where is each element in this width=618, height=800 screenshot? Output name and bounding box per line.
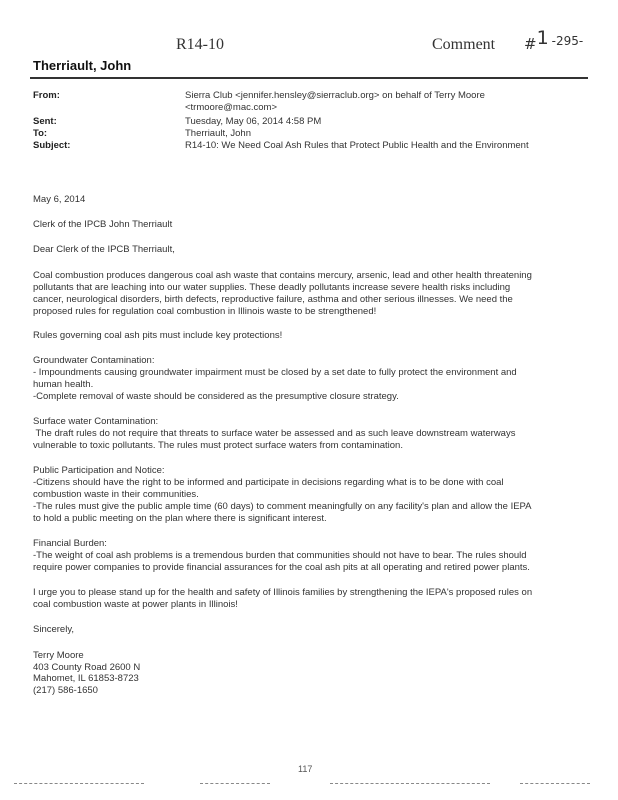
signature-line: Mahomet, IL 61853-8723 [33, 673, 139, 684]
letter-intro [33, 270, 573, 318]
comment-number-prefix: # [524, 35, 537, 53]
plea-line: I urge you to please stand up for the health and safety of Illinois families by strengthening the IEPA's proposed rules on [33, 587, 533, 598]
letter-date: May 6, 2014 [33, 194, 86, 205]
section-line: The draft rules do not require that threats to surface water be assessed and as such leave downstream waterways [33, 428, 516, 439]
scan-artifact [14, 783, 144, 785]
email-header-value: Therriault, John [185, 128, 252, 139]
email-header-value: <trmoore@mac.com> [185, 102, 278, 113]
section-heading: Financial Burden: [33, 538, 107, 549]
email-header-value: R14-10: We Need Coal Ash Rules that Protect Public Health and the Environment [185, 140, 529, 151]
intro-line: cancer, neurological disorders, birth defects, reproductive failure, asthma and other serious illnesses. We need the [33, 294, 513, 305]
email-header-label: Sent: [33, 116, 57, 127]
letter-addressee: Clerk of the IPCB John Therriault [33, 219, 173, 230]
docket-number: R14-10 [176, 36, 224, 53]
signature-line: Terry Moore [33, 650, 84, 661]
intro-line: Coal combustion produces dangerous coal ash waste that contains mercury, arsenic, lead and other health threatening [33, 270, 532, 281]
email-header-label: To: [33, 128, 48, 139]
signature-line: 403 County Road 2600 N [33, 661, 141, 673]
recipient-name: Therriault, John [33, 58, 132, 73]
section-line: human health. [33, 379, 94, 390]
scan-artifact [200, 783, 270, 785]
section-heading: Public Participation and Notice: [33, 465, 165, 476]
section-line: vulnerable to toxic pollutants. The rules must protect surface waters from contamination. [33, 440, 403, 451]
section-heading: Surface water Contamination: [33, 416, 159, 427]
section-line: require power companies to provide financial assurances for the coal ash pits at all operating and retired power plants. [33, 562, 530, 573]
signature-line: (217) 586-1650 [33, 684, 98, 696]
email-header-value: Tuesday, May 06, 2014 4:58 PM [185, 116, 322, 127]
section-line: -The rules must give the public ample time (60 days) to comment meaningfully on any facility's plan and allow the IEPA [33, 501, 532, 512]
letter-protections: Rules governing coal ash pits must include key protections! [33, 330, 283, 341]
closing-plea [33, 587, 573, 611]
comment-number-suffix: -295- [551, 34, 584, 48]
comment-label: Comment [432, 36, 496, 53]
email-header-label: Subject: [33, 140, 71, 151]
email-header-value: Sierra Club <jennifer.hensley@sierraclub.org> on behalf of Terry Moore [185, 90, 485, 101]
letter-section [33, 538, 573, 574]
section-heading: Groundwater Contamination: [33, 355, 155, 366]
email-header-label: From: [33, 90, 60, 101]
letter-section [33, 416, 573, 452]
comment-number-digit: 1 [536, 27, 549, 49]
section-line: combustion waste in their communities. [33, 489, 199, 500]
section-line: -Citizens should have the right to be informed and participate in decisions regarding what is to be done with coal [33, 477, 504, 488]
signature-block [33, 650, 573, 696]
letter-body [33, 194, 573, 696]
section-line: - Impoundments causing groundwater impairment must be closed by a set date to fully protect the environment and [33, 367, 517, 378]
letter-salutation: Dear Clerk of the IPCB Therriault, [33, 244, 175, 255]
section-line: -The weight of coal ash problems is a tremendous burden that communities should not have to bear. The rules should [33, 550, 527, 561]
letter-section [33, 355, 573, 403]
plea-line: coal combustion waste at power plants in Illinois! [33, 599, 238, 610]
page-number: 117 [298, 764, 313, 774]
letter-section [33, 465, 573, 525]
intro-line: pollutants that are leaching into our water supplies. These deadly pollutants increase severe health risks including [33, 282, 511, 293]
letter-sections [33, 355, 573, 574]
section-line: to hold a public meeting on the plan where there is significant interest. [33, 513, 327, 524]
scan-artifact [330, 783, 490, 785]
scan-artifact [520, 783, 590, 785]
section-line: -Complete removal of waste should be considered as the presumptive closure strategy. [33, 391, 399, 402]
comment-number [524, 27, 584, 54]
signoff: Sincerely, [33, 624, 75, 635]
header-divider [30, 77, 588, 79]
intro-line: proposed rules for regulation coal combustion in Illinois waste to be strengthened! [33, 306, 377, 317]
